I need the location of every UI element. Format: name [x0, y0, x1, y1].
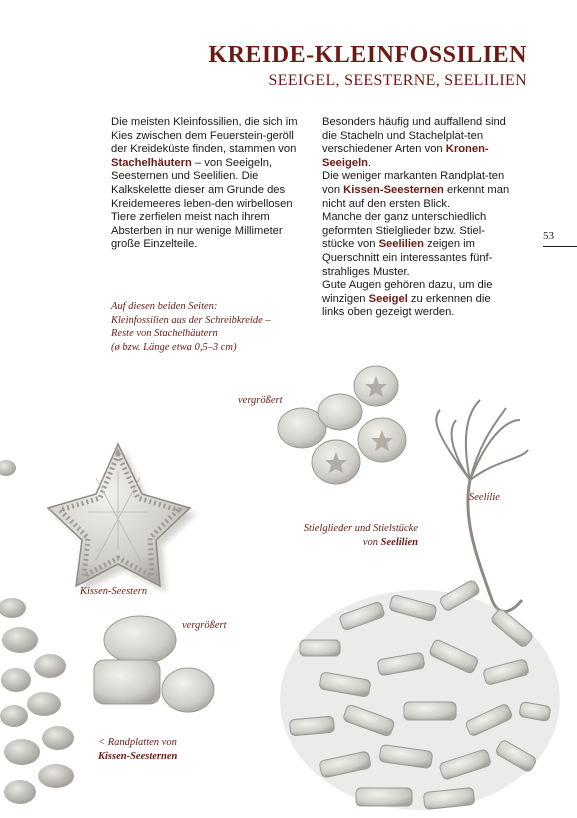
cushion-starfish-image	[48, 444, 196, 592]
highlight-term: Kronen-Seeigeln	[322, 143, 489, 169]
sea-urchin-plates-image	[278, 366, 406, 484]
left-edge-pebbles-bottom	[0, 598, 74, 804]
label-enlarged-mid: vergrößert	[182, 620, 227, 631]
highlight-term: Seelilien	[378, 238, 424, 251]
left-edge-pebbles-top	[0, 460, 16, 476]
paragraph: Besonders häufig und auffallend sind die Stacheln und Stachelplat-ten verschiedener Arten von Kronen-Seeigeln.	[322, 116, 506, 169]
page-number: 53	[543, 230, 554, 242]
paragraph: Die meisten Kleinfossilien, die sich im Kies zwischen dem Feuerstein-geröll der Kreideküste finden, stammen von Stachelhäutern – von Seeigeln, Seesternen und Seelilien. Die Kalkskelette dieser am Grunde des Kreidemeeres leben-den wirbellosen Tiere zerfielen meist nach ihrem Absterben in nur wenige Millimeter große Einzelteile.	[111, 116, 298, 251]
highlight-term: Seeigel	[368, 292, 408, 305]
highlight-term: Stachelhäutern	[111, 156, 192, 169]
paragraph: Manche der ganz unterschiedlich geformten Stielglieder bzw. Stiel-stücke von Seelilien zeigen im Querschnitt ein interessantes fünf-strahliges Muster.	[322, 211, 493, 278]
page-title: KREIDE-KLEINFOSSILIEN	[208, 42, 527, 68]
sea-lily-image	[436, 400, 528, 612]
highlight-term: Kissen-Seesternen	[343, 183, 444, 196]
label-marginal-plates: < Randplatten von Kissen-Seesternen	[98, 737, 178, 762]
label-sea-lily: Seelilie	[469, 492, 500, 503]
crinoid-stem-pile-image	[280, 579, 560, 810]
paragraph: Die weniger markanten Randplat-ten von Kissen-Seesternen erkennt man nicht auf den ersten Blick.	[322, 170, 510, 210]
label-stem-pieces: Stielglieder und Stielstücke von Seelilien	[303, 523, 418, 548]
label-cushion-starfish: Kissen-Seestern	[80, 586, 148, 597]
paragraph: Gute Augen gehören dazu, um die winzigen Seeigel zu erkennen die links oben gezeigt werden.	[322, 279, 493, 319]
label-enlarged-top: vergrößert	[238, 395, 283, 406]
figure-caption: Auf diesen beiden Seiten: Kleinfossilien aus der Schreibkreide – Reste von Stachelhäutern (ø bzw. Länge etwa 0,5–3 cm)	[111, 301, 271, 353]
page-subtitle: SEEIGEL, SEESTERNE, SEELILIEN	[268, 72, 527, 89]
